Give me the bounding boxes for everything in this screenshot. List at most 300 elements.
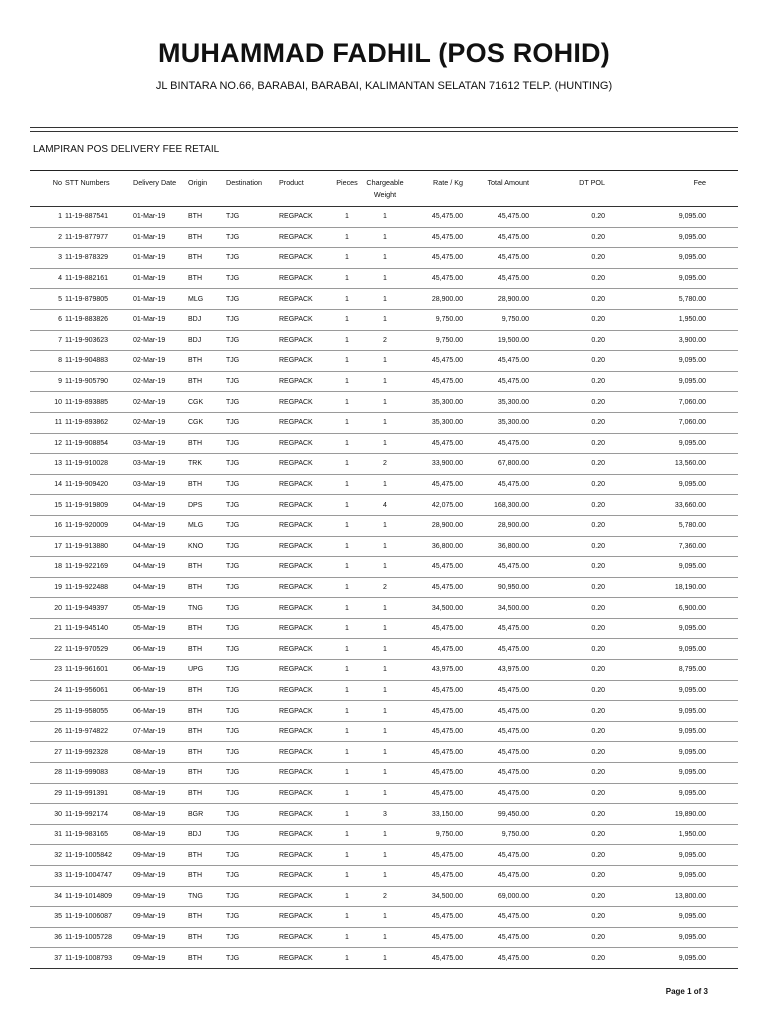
cell-rate-kg: 28,900.00: [431, 295, 463, 303]
cell-rate-kg: 45,475.00: [431, 275, 463, 283]
cell-stt-number: 11-19-905790: [65, 378, 109, 386]
report-subtitle: LAMPIRAN POS DELIVERY FEE RETAIL: [33, 144, 220, 155]
cell-pieces: 1: [345, 419, 349, 427]
cell-pieces: 1: [345, 872, 349, 880]
cell-stt-number: 11-19-879805: [65, 295, 109, 303]
cell-total-amount: 43,975.00: [497, 666, 529, 674]
cell-total-amount: 99,450.00: [497, 810, 529, 818]
cell-origin: DPS: [188, 501, 203, 509]
cell-delivery-date: 06-Mar-19: [133, 707, 166, 715]
cell-delivery-date: 01-Mar-19: [133, 254, 166, 262]
cell-total-amount: 45,475.00: [497, 789, 529, 797]
table-body: [30, 207, 738, 969]
cell-stt-number: 11-19-992328: [65, 748, 109, 756]
cell-product: REGPACK: [279, 542, 313, 550]
table-row: [30, 927, 738, 948]
cell-no: 20: [54, 604, 62, 612]
cell-no: 6: [58, 316, 62, 324]
cell-product: REGPACK: [279, 275, 313, 283]
table-row: [30, 701, 738, 722]
cell-origin: BTH: [188, 481, 202, 489]
cell-origin: BTH: [188, 357, 202, 365]
cell-origin: CGK: [188, 419, 204, 427]
cell-delivery-date: 09-Mar-19: [133, 851, 166, 859]
cell-chargeable-weight: 1: [383, 439, 387, 447]
cell-rate-kg: 45,475.00: [431, 357, 463, 365]
cell-dt-pol: 0.20: [591, 439, 605, 447]
cell-origin: BTH: [188, 275, 202, 283]
cell-rate-kg: 45,475.00: [431, 439, 463, 447]
cell-pieces: 1: [345, 522, 349, 530]
cell-stt-number: 11-19-878329: [65, 254, 109, 262]
table-header-row: [30, 174, 738, 207]
cell-dt-pol: 0.20: [591, 295, 605, 303]
cell-no: 3: [58, 254, 62, 262]
cell-total-amount: 45,475.00: [497, 625, 529, 633]
table-row: [30, 907, 738, 928]
cell-pieces: 1: [345, 563, 349, 571]
cell-origin: BTH: [188, 748, 202, 756]
cell-rate-kg: 45,475.00: [431, 748, 463, 756]
cell-total-amount: 168,300.00: [493, 501, 529, 509]
table-row: [30, 474, 738, 495]
cell-product: REGPACK: [279, 892, 313, 900]
cell-rate-kg: 45,475.00: [431, 872, 463, 880]
cell-pieces: 1: [345, 254, 349, 262]
cell-pieces: 1: [345, 686, 349, 694]
cell-rate-kg: 45,475.00: [431, 913, 463, 921]
cell-stt-number: 11-19-983165: [65, 831, 109, 839]
col-header-no: No: [52, 178, 62, 187]
cell-rate-kg: 42,075.00: [431, 501, 463, 509]
cell-total-amount: 45,475.00: [497, 728, 529, 736]
cell-no: 17: [54, 542, 62, 550]
cell-delivery-date: 08-Mar-19: [133, 831, 166, 839]
cell-delivery-date: 02-Mar-19: [133, 357, 166, 365]
cell-rate-kg: 36,800.00: [431, 542, 463, 550]
cell-chargeable-weight: 1: [383, 851, 387, 859]
table-row: [30, 536, 738, 557]
cell-stt-number: 11-19-882161: [65, 275, 109, 283]
cell-origin: KNO: [188, 542, 204, 550]
cell-rate-kg: 35,300.00: [431, 419, 463, 427]
cell-no: 1: [58, 213, 62, 221]
cell-destination: TJG: [226, 728, 240, 736]
cell-origin: BTH: [188, 913, 202, 921]
cell-delivery-date: 09-Mar-19: [133, 872, 166, 880]
cell-dt-pol: 0.20: [591, 748, 605, 756]
cell-pieces: 1: [345, 336, 349, 344]
cell-origin: BTH: [188, 213, 202, 221]
cell-destination: TJG: [226, 254, 240, 262]
cell-delivery-date: 03-Mar-19: [133, 481, 166, 489]
cell-delivery-date: 04-Mar-19: [133, 542, 166, 550]
cell-product: REGPACK: [279, 686, 313, 694]
cell-chargeable-weight: 1: [383, 275, 387, 283]
cell-rate-kg: 45,475.00: [431, 378, 463, 386]
cell-delivery-date: 03-Mar-19: [133, 439, 166, 447]
cell-stt-number: 11-19-1008793: [65, 954, 112, 962]
cell-destination: TJG: [226, 542, 240, 550]
cell-delivery-date: 06-Mar-19: [133, 666, 166, 674]
table-row: [30, 515, 738, 536]
table-row: [30, 248, 738, 269]
cell-fee: 1,950.00: [678, 316, 706, 324]
cell-delivery-date: 01-Mar-19: [133, 233, 166, 241]
cell-stt-number: 11-19-913880: [65, 542, 109, 550]
cell-destination: TJG: [226, 398, 240, 406]
cell-dt-pol: 0.20: [591, 583, 605, 591]
cell-fee: 13,560.00: [674, 460, 706, 468]
cell-pieces: 1: [345, 748, 349, 756]
cell-destination: TJG: [226, 872, 240, 880]
cell-dt-pol: 0.20: [591, 481, 605, 489]
cell-fee: 7,060.00: [678, 398, 706, 406]
cell-fee: 9,095.00: [678, 686, 706, 694]
cell-dt-pol: 0.20: [591, 542, 605, 550]
cell-rate-kg: 33,900.00: [431, 460, 463, 468]
cell-origin: BTH: [188, 789, 202, 797]
table-row: [30, 639, 738, 660]
cell-rate-kg: 45,475.00: [431, 789, 463, 797]
cell-rate-kg: 9,750.00: [435, 316, 463, 324]
cell-dt-pol: 0.20: [591, 666, 605, 674]
cell-destination: TJG: [226, 686, 240, 694]
col-header-dt-pol: DT POL: [579, 178, 605, 187]
cell-delivery-date: 04-Mar-19: [133, 522, 166, 530]
cell-rate-kg: 45,475.00: [431, 583, 463, 591]
table-row: [30, 680, 738, 701]
cell-total-amount: 45,475.00: [497, 439, 529, 447]
cell-dt-pol: 0.20: [591, 501, 605, 509]
cell-pieces: 1: [345, 851, 349, 859]
cell-destination: TJG: [226, 604, 240, 612]
cell-dt-pol: 0.20: [591, 831, 605, 839]
cell-dt-pol: 0.20: [591, 233, 605, 241]
cell-product: REGPACK: [279, 645, 313, 653]
cell-rate-kg: 45,475.00: [431, 934, 463, 942]
cell-pieces: 1: [345, 831, 349, 839]
table-row: [30, 763, 738, 784]
cell-dt-pol: 0.20: [591, 419, 605, 427]
delivery-fee-table: [30, 174, 738, 969]
cell-rate-kg: 35,300.00: [431, 398, 463, 406]
cell-delivery-date: 06-Mar-19: [133, 686, 166, 694]
cell-delivery-date: 09-Mar-19: [133, 934, 166, 942]
cell-pieces: 1: [345, 728, 349, 736]
cell-stt-number: 11-19-877977: [65, 233, 109, 241]
cell-pieces: 1: [345, 378, 349, 386]
col-header-chargeable: Chargeable: [366, 178, 404, 187]
cell-fee: 9,095.00: [678, 872, 706, 880]
cell-product: REGPACK: [279, 934, 313, 942]
cell-fee: 9,095.00: [678, 954, 706, 962]
cell-product: REGPACK: [279, 213, 313, 221]
cell-destination: TJG: [226, 501, 240, 509]
cell-chargeable-weight: 1: [383, 522, 387, 530]
cell-fee: 8,795.00: [678, 666, 706, 674]
cell-total-amount: 69,000.00: [497, 892, 529, 900]
cell-product: REGPACK: [279, 769, 313, 777]
table-row: [30, 804, 738, 825]
cell-dt-pol: 0.20: [591, 625, 605, 633]
cell-origin: TRK: [188, 460, 202, 468]
cell-product: REGPACK: [279, 378, 313, 386]
cell-pieces: 1: [345, 542, 349, 550]
col-header-weight: Weight: [373, 190, 397, 199]
cell-destination: TJG: [226, 336, 240, 344]
table-row: [30, 351, 738, 372]
cell-rate-kg: 45,475.00: [431, 707, 463, 715]
cell-destination: TJG: [226, 481, 240, 489]
cell-fee: 6,900.00: [678, 604, 706, 612]
cell-pieces: 1: [345, 275, 349, 283]
cell-rate-kg: 28,900.00: [431, 522, 463, 530]
cell-origin: MLG: [188, 295, 204, 303]
cell-no: 18: [54, 563, 62, 571]
cell-stt-number: 11-19-893885: [65, 398, 109, 406]
cell-chargeable-weight: 1: [383, 357, 387, 365]
cell-destination: TJG: [226, 213, 240, 221]
table-row: [30, 227, 738, 248]
cell-total-amount: 45,475.00: [497, 233, 529, 241]
cell-no: 36: [54, 934, 62, 942]
cell-fee: 9,095.00: [678, 254, 706, 262]
cell-fee: 9,095.00: [678, 275, 706, 283]
cell-delivery-date: 01-Mar-19: [133, 275, 166, 283]
cell-chargeable-weight: 1: [383, 789, 387, 797]
cell-rate-kg: 9,750.00: [435, 831, 463, 839]
cell-no: 11: [54, 419, 62, 427]
cell-total-amount: 45,475.00: [497, 563, 529, 571]
col-header-destination: Destination: [226, 178, 262, 187]
cell-total-amount: 9,750.00: [501, 831, 529, 839]
cell-dt-pol: 0.20: [591, 934, 605, 942]
cell-product: REGPACK: [279, 481, 313, 489]
cell-pieces: 1: [345, 892, 349, 900]
cell-total-amount: 45,475.00: [497, 686, 529, 694]
cell-destination: TJG: [226, 934, 240, 942]
cell-no: 15: [54, 501, 62, 509]
cell-no: 12: [54, 439, 62, 447]
cell-stt-number: 11-19-991391: [65, 789, 109, 797]
cell-fee: 9,095.00: [678, 213, 706, 221]
col-header-stt-numbers: STT Numbers: [65, 178, 110, 187]
cell-no: 30: [54, 810, 62, 818]
cell-destination: TJG: [226, 789, 240, 797]
cell-product: REGPACK: [279, 789, 313, 797]
header-divider: [30, 127, 738, 128]
cell-destination: TJG: [226, 625, 240, 633]
cell-destination: TJG: [226, 831, 240, 839]
cell-no: 21: [54, 625, 62, 633]
cell-rate-kg: 45,475.00: [431, 851, 463, 859]
cell-delivery-date: 08-Mar-19: [133, 769, 166, 777]
cell-product: REGPACK: [279, 748, 313, 756]
cell-chargeable-weight: 1: [383, 481, 387, 489]
cell-product: REGPACK: [279, 851, 313, 859]
cell-total-amount: 45,475.00: [497, 357, 529, 365]
cell-product: REGPACK: [279, 254, 313, 262]
table-row: [30, 207, 738, 228]
cell-pieces: 1: [345, 934, 349, 942]
cell-rate-kg: 45,475.00: [431, 254, 463, 262]
cell-delivery-date: 02-Mar-19: [133, 419, 166, 427]
cell-destination: TJG: [226, 419, 240, 427]
cell-product: REGPACK: [279, 728, 313, 736]
cell-destination: TJG: [226, 954, 240, 962]
cell-total-amount: 45,475.00: [497, 481, 529, 489]
cell-fee: 9,095.00: [678, 439, 706, 447]
cell-product: REGPACK: [279, 625, 313, 633]
cell-destination: TJG: [226, 295, 240, 303]
cell-pieces: 1: [345, 501, 349, 509]
cell-no: 13: [54, 460, 62, 468]
cell-dt-pol: 0.20: [591, 769, 605, 777]
cell-delivery-date: 03-Mar-19: [133, 460, 166, 468]
cell-dt-pol: 0.20: [591, 336, 605, 344]
cell-no: 22: [54, 645, 62, 653]
cell-chargeable-weight: 1: [383, 748, 387, 756]
cell-fee: 1,950.00: [678, 831, 706, 839]
cell-dt-pol: 0.20: [591, 275, 605, 283]
cell-delivery-date: 05-Mar-19: [133, 625, 166, 633]
cell-delivery-date: 08-Mar-19: [133, 789, 166, 797]
cell-delivery-date: 01-Mar-19: [133, 295, 166, 303]
table-row: [30, 392, 738, 413]
company-title: MUHAMMAD FADHIL (POS ROHID): [158, 38, 610, 68]
cell-pieces: 1: [345, 233, 349, 241]
cell-destination: TJG: [226, 769, 240, 777]
cell-delivery-date: 08-Mar-19: [133, 748, 166, 756]
cell-chargeable-weight: 1: [383, 686, 387, 694]
cell-stt-number: 11-19-999083: [65, 769, 109, 777]
cell-pieces: 1: [345, 810, 349, 818]
col-header-fee: Fee: [693, 178, 706, 187]
cell-dt-pol: 0.20: [591, 645, 605, 653]
cell-chargeable-weight: 2: [383, 336, 387, 344]
cell-destination: TJG: [226, 892, 240, 900]
cell-origin: BTH: [188, 707, 202, 715]
cell-stt-number: 11-19-919809: [65, 501, 109, 509]
cell-dt-pol: 0.20: [591, 254, 605, 262]
table-row: [30, 289, 738, 310]
cell-stt-number: 11-19-1004747: [65, 872, 112, 880]
cell-destination: TJG: [226, 522, 240, 530]
cell-chargeable-weight: 1: [383, 934, 387, 942]
cell-total-amount: 19,500.00: [497, 336, 529, 344]
cell-total-amount: 34,500.00: [497, 604, 529, 612]
cell-delivery-date: 08-Mar-19: [133, 810, 166, 818]
table-row: [30, 886, 738, 907]
cell-chargeable-weight: 1: [383, 728, 387, 736]
cell-product: REGPACK: [279, 604, 313, 612]
cell-pieces: 1: [345, 481, 349, 489]
cell-pieces: 1: [345, 357, 349, 365]
cell-rate-kg: 34,500.00: [431, 892, 463, 900]
cell-total-amount: 45,475.00: [497, 275, 529, 283]
cell-chargeable-weight: 2: [383, 460, 387, 468]
table-row: [30, 618, 738, 639]
table-row: [30, 598, 738, 619]
table-row: [30, 454, 738, 475]
cell-origin: TNG: [188, 892, 203, 900]
cell-origin: BTH: [188, 439, 202, 447]
cell-rate-kg: 45,475.00: [431, 769, 463, 777]
cell-product: REGPACK: [279, 707, 313, 715]
cell-chargeable-weight: 1: [383, 666, 387, 674]
cell-delivery-date: 06-Mar-19: [133, 645, 166, 653]
cell-origin: BDJ: [188, 831, 202, 839]
cell-delivery-date: 04-Mar-19: [133, 563, 166, 571]
cell-fee: 7,060.00: [678, 419, 706, 427]
cell-fee: 3,900.00: [678, 336, 706, 344]
cell-rate-kg: 45,475.00: [431, 686, 463, 694]
cell-product: REGPACK: [279, 913, 313, 921]
cell-dt-pol: 0.20: [591, 563, 605, 571]
cell-stt-number: 11-19-992174: [65, 810, 109, 818]
cell-stt-number: 11-19-974822: [65, 728, 109, 736]
cell-no: 5: [58, 295, 62, 303]
table-row: [30, 371, 738, 392]
cell-fee: 9,095.00: [678, 357, 706, 365]
cell-total-amount: 9,750.00: [501, 316, 529, 324]
cell-product: REGPACK: [279, 954, 313, 962]
cell-origin: BTH: [188, 254, 202, 262]
cell-stt-number: 11-19-887541: [65, 213, 109, 221]
cell-chargeable-weight: 1: [383, 542, 387, 550]
cell-rate-kg: 45,475.00: [431, 645, 463, 653]
cell-chargeable-weight: 1: [383, 398, 387, 406]
cell-destination: TJG: [226, 439, 240, 447]
cell-no: 14: [54, 481, 62, 489]
cell-fee: 18,190.00: [674, 583, 706, 591]
cell-pieces: 1: [345, 913, 349, 921]
cell-rate-kg: 34,500.00: [431, 604, 463, 612]
cell-fee: 13,800.00: [674, 892, 706, 900]
cell-delivery-date: 04-Mar-19: [133, 501, 166, 509]
cell-fee: 9,095.00: [678, 481, 706, 489]
cell-chargeable-weight: 1: [383, 378, 387, 386]
cell-product: REGPACK: [279, 501, 313, 509]
cell-pieces: 1: [345, 295, 349, 303]
cell-fee: 9,095.00: [678, 707, 706, 715]
company-address: JL BINTARA NO.66, BARABAI, BARABAI, KALIMANTAN SELATAN 71612 TELP. (HUNTING): [155, 80, 613, 92]
col-header-pieces: Pieces: [336, 178, 358, 187]
cell-delivery-date: 09-Mar-19: [133, 892, 166, 900]
header-divider-secondary: [30, 131, 738, 132]
cell-total-amount: 90,950.00: [497, 583, 529, 591]
cell-product: REGPACK: [279, 872, 313, 880]
cell-total-amount: 35,300.00: [497, 419, 529, 427]
cell-destination: TJG: [226, 316, 240, 324]
cell-chargeable-weight: 4: [383, 501, 387, 509]
cell-destination: TJG: [226, 707, 240, 715]
cell-origin: BTH: [188, 686, 202, 694]
table-row: [30, 948, 738, 969]
col-header-rate-kg: Rate / Kg: [433, 178, 463, 187]
cell-fee: 5,780.00: [678, 295, 706, 303]
cell-stt-number: 11-19-883826: [65, 316, 109, 324]
cell-destination: TJG: [226, 378, 240, 386]
cell-dt-pol: 0.20: [591, 728, 605, 736]
cell-product: REGPACK: [279, 439, 313, 447]
cell-origin: BTH: [188, 934, 202, 942]
cell-delivery-date: 02-Mar-19: [133, 398, 166, 406]
cell-dt-pol: 0.20: [591, 954, 605, 962]
table-top-rule: [30, 170, 738, 171]
cell-fee: 7,360.00: [678, 542, 706, 550]
